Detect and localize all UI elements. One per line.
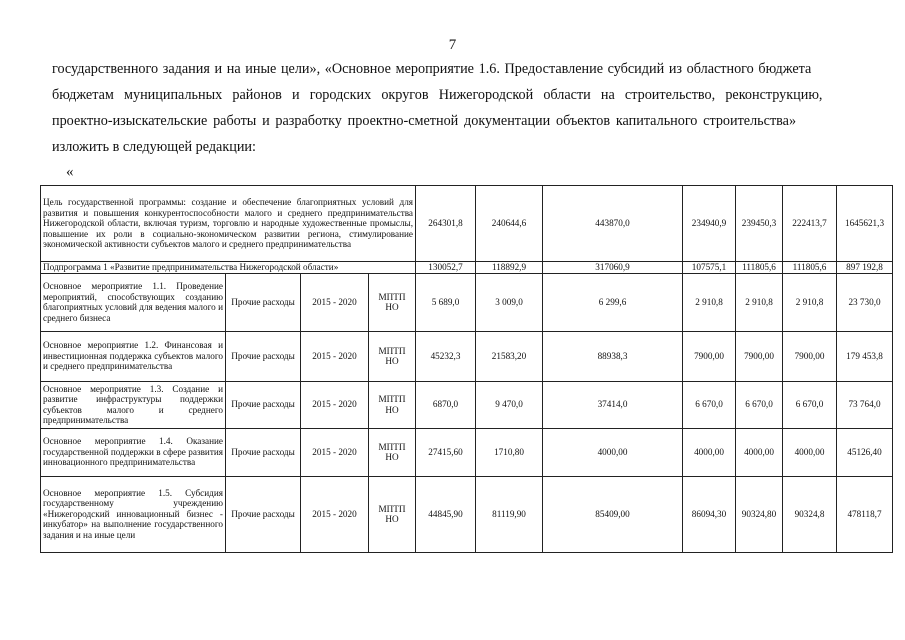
page-number: 7 bbox=[448, 37, 457, 53]
table-cell: 27415,60 bbox=[416, 428, 476, 476]
table-cell: 222413,7 bbox=[783, 186, 837, 262]
table-cell: 4000,00 bbox=[543, 428, 683, 476]
table-cell: 21583,20 bbox=[476, 331, 543, 381]
table-cell: 44845,90 bbox=[416, 476, 476, 552]
intro-line-1: государственного задания и на иные цели», «Основное мероприятие 1.6. Предоставление субсидий из областного бюджета bbox=[52, 61, 812, 77]
table-cell: 45232,3 bbox=[416, 331, 476, 381]
table-cell: 6 670,0 bbox=[736, 381, 783, 428]
table-cell: 6 670,0 bbox=[683, 381, 736, 428]
table-cell: 2 910,8 bbox=[783, 273, 837, 331]
expense-type: Прочие расходы bbox=[226, 428, 301, 476]
table-cell: 9 470,0 bbox=[476, 381, 543, 428]
table-cell: 4000,00 bbox=[783, 428, 837, 476]
period: 2015 - 2020 bbox=[301, 476, 369, 552]
table-cell: 111805,6 bbox=[736, 262, 783, 274]
table-cell: 240644,6 bbox=[476, 186, 543, 262]
goal-name: Цель государственной программы: создание и обеспечение благоприятных условий для развития и повышения конкурентоспособности малого и среднего предпринимательства Нижегородской области, включая туризм, торговлю и народные художественные промыслы, повышение их роли в социально-экономическом развитии региона, стимулирование экономической активности субъектов малого и среднего предпринимательства bbox=[41, 186, 416, 262]
open-quote: « bbox=[66, 164, 74, 180]
table-cell: 4000,00 bbox=[683, 428, 736, 476]
period: 2015 - 2020 bbox=[301, 428, 369, 476]
table-cell: 3 009,0 bbox=[476, 273, 543, 331]
table-cell: 90324,80 bbox=[736, 476, 783, 552]
executor: МПТП НО bbox=[369, 273, 416, 331]
measure-name: Основное мероприятие 1.5. Субсидия государственному учреждению «Нижегородский инновационный бизнес - инкубатор» на выполнение государственного задания и на иные цели bbox=[41, 476, 226, 552]
goal-row bbox=[41, 186, 893, 262]
table-cell: 81119,90 bbox=[476, 476, 543, 552]
table-cell: 107575,1 bbox=[683, 262, 736, 274]
table-cell: 37414,0 bbox=[543, 381, 683, 428]
table-cell: 118892,9 bbox=[476, 262, 543, 274]
table-cell: 7900,00 bbox=[736, 331, 783, 381]
table-row bbox=[41, 428, 893, 476]
executor: МПТП НО bbox=[369, 381, 416, 428]
subprogram-row bbox=[41, 262, 893, 274]
table-cell: 234940,9 bbox=[683, 186, 736, 262]
measure-name: Основное мероприятие 1.2. Финансовая и инвестиционная поддержка субъектов малого и среднего предпринимательства bbox=[41, 331, 226, 381]
table-cell: 239450,3 bbox=[736, 186, 783, 262]
measure-name: Основное мероприятие 1.4. Оказание государственной поддержки в сфере развития инновационного предпринимательства bbox=[41, 428, 226, 476]
table-cell: 264301,8 bbox=[416, 186, 476, 262]
table-cell: 7900,00 bbox=[783, 331, 837, 381]
expense-type: Прочие расходы bbox=[226, 331, 301, 381]
table-row bbox=[41, 381, 893, 428]
executor: МПТП НО bbox=[369, 428, 416, 476]
table-cell: 317060,9 bbox=[543, 262, 683, 274]
executor: МПТП НО bbox=[369, 331, 416, 381]
period: 2015 - 2020 bbox=[301, 273, 369, 331]
table-cell: 130052,7 bbox=[416, 262, 476, 274]
table-cell: 179 453,8 bbox=[837, 331, 893, 381]
period: 2015 - 2020 bbox=[301, 381, 369, 428]
measure-name: Основное мероприятие 1.3. Создание и развитие инфраструктуры поддержки субъектов малого и среднего предпринимательства bbox=[41, 381, 226, 428]
table-cell: 73 764,0 bbox=[837, 381, 893, 428]
expense-type: Прочие расходы bbox=[226, 273, 301, 331]
table-cell: 23 730,0 bbox=[837, 273, 893, 331]
expense-type: Прочие расходы bbox=[226, 381, 301, 428]
table-cell: 86094,30 bbox=[683, 476, 736, 552]
table-cell: 6870,0 bbox=[416, 381, 476, 428]
table-cell: 1645621,3 bbox=[837, 186, 893, 262]
table-cell: 6 670,0 bbox=[783, 381, 837, 428]
intro-line-2: бюджетам муниципальных районов и городских округов Нижегородской области на строительство, реконструкцию, bbox=[52, 87, 823, 103]
program-table bbox=[40, 185, 893, 553]
table-cell: 7900,00 bbox=[683, 331, 736, 381]
table-cell: 897 192,8 bbox=[837, 262, 893, 274]
subprogram-name: Подпрограмма 1 «Развитие предпринимательства Нижегородской области» bbox=[41, 262, 416, 274]
table-cell: 85409,00 bbox=[543, 476, 683, 552]
table-cell: 2 910,8 bbox=[683, 273, 736, 331]
table-cell: 1710,80 bbox=[476, 428, 543, 476]
table-cell: 4000,00 bbox=[736, 428, 783, 476]
intro-line-3: проектно-изыскательские работы и разработку проектно-сметной документации объектов капитального строительства» bbox=[52, 113, 797, 129]
table-cell: 2 910,8 bbox=[736, 273, 783, 331]
intro-line-4: изложить в следующей редакции: bbox=[52, 139, 256, 155]
expense-type: Прочие расходы bbox=[226, 476, 301, 552]
table-cell: 88938,3 bbox=[543, 331, 683, 381]
table-cell: 6 299,6 bbox=[543, 273, 683, 331]
table-cell: 478118,7 bbox=[837, 476, 893, 552]
executor: МПТП НО bbox=[369, 476, 416, 552]
table-cell: 443870,0 bbox=[543, 186, 683, 262]
measure-name: Основное мероприятие 1.1. Проведение мероприятий, способствующих созданию благоприятных условий для ведения малого и среднего бизнеса bbox=[41, 273, 226, 331]
table-row bbox=[41, 273, 893, 331]
table-row bbox=[41, 331, 893, 381]
table-cell: 45126,40 bbox=[837, 428, 893, 476]
period: 2015 - 2020 bbox=[301, 331, 369, 381]
table-cell: 90324,8 bbox=[783, 476, 837, 552]
table-cell: 5 689,0 bbox=[416, 273, 476, 331]
table-cell: 111805,6 bbox=[783, 262, 837, 274]
table-row bbox=[41, 476, 893, 552]
